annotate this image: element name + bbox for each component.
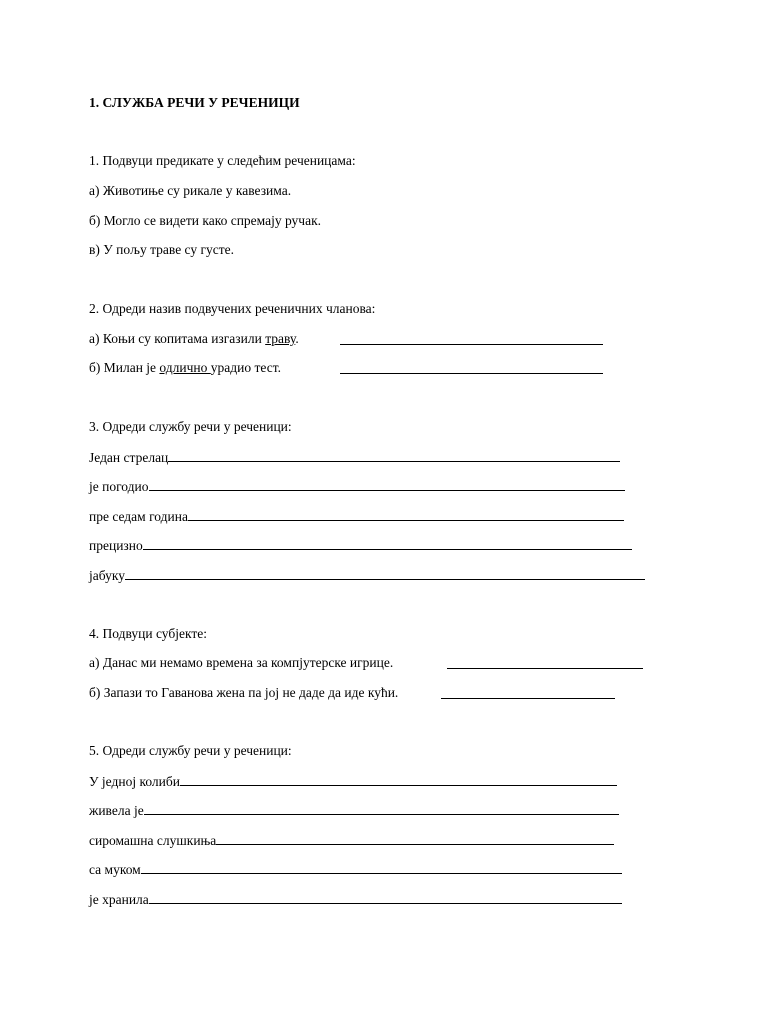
task4-a-answer-line[interactable] <box>447 656 643 669</box>
task3-word: Један стрелац <box>89 450 169 465</box>
task4-sentence-b: б) Запази то Гаванова жена па јој не даде да иде кући. <box>89 685 399 700</box>
task5-answer-line[interactable] <box>141 861 622 874</box>
task3-item <box>89 508 624 525</box>
task5-item <box>89 861 622 878</box>
task3-answer-line[interactable] <box>149 478 625 491</box>
task2-b-end: урадио тест. <box>210 360 281 375</box>
task3-word: пре седам година <box>89 509 188 524</box>
task1-sentence-c: в) У пољу траве су густе. <box>89 242 235 257</box>
task3-word: је погодио <box>89 479 149 494</box>
task5-answer-line[interactable] <box>180 773 617 786</box>
task2-b-text: б) Милан је <box>89 360 160 375</box>
task5-item <box>89 802 619 819</box>
task4-heading: 4. Подвуци субјекте: <box>89 626 207 641</box>
task2-b-answer-line[interactable] <box>340 361 603 374</box>
task1-heading: 1. Подвуци предикате у следећим реченицама: <box>89 153 356 168</box>
task2-sentence-a <box>89 331 299 347</box>
task5-word: са муком <box>89 862 141 877</box>
task2-a-underlined-word: траву <box>265 331 296 346</box>
task3-heading: 3. Одреди службу речи у реченици: <box>89 419 292 434</box>
task5-answer-line[interactable] <box>144 802 619 815</box>
task5-word: је хранила <box>89 892 149 907</box>
task2-a-end: . <box>295 331 299 346</box>
task3-item <box>89 449 620 466</box>
task1-sentence-b: б) Могло се видети како спремају ручак. <box>89 213 322 228</box>
task3-answer-line[interactable] <box>125 567 645 580</box>
task5-answer-line[interactable] <box>149 891 622 904</box>
task4-b-answer-line[interactable] <box>441 686 615 699</box>
task2-b-underlined-word: одлично <box>159 360 211 375</box>
task3-answer-line[interactable] <box>143 537 632 550</box>
task5-heading: 5. Одреди службу речи у реченици: <box>89 743 292 758</box>
task1-sentence-a: а) Животиње су рикале у кавезима. <box>89 183 292 198</box>
task3-word: прецизно <box>89 538 143 553</box>
task4-sentence-a: а) Данас ми немамо времена за компјутерске игрице. <box>89 655 394 670</box>
task3-item <box>89 537 632 554</box>
task5-item <box>89 891 622 908</box>
page-title: 1. СЛУЖБА РЕЧИ У РЕЧЕНИЦИ <box>89 95 300 110</box>
task3-word: јабуку <box>89 568 125 583</box>
task2-a-text: а) Коњи су копитама изгазили <box>89 331 266 346</box>
task3-answer-line[interactable] <box>188 508 624 521</box>
task5-word: сиромашна слушкиња <box>89 833 217 848</box>
task3-item <box>89 478 625 495</box>
task2-sentence-b <box>89 360 281 376</box>
task5-item <box>89 773 617 790</box>
task5-item <box>89 832 614 849</box>
task5-word: У једној колиби <box>89 774 180 789</box>
task5-answer-line[interactable] <box>216 832 614 845</box>
task3-item <box>89 567 645 584</box>
task2-heading: 2. Одреди назив подвучених реченичних чланова: <box>89 301 376 316</box>
task2-a-answer-line[interactable] <box>340 332 603 345</box>
task5-word: живела је <box>89 803 144 818</box>
task3-answer-line[interactable] <box>168 449 620 462</box>
